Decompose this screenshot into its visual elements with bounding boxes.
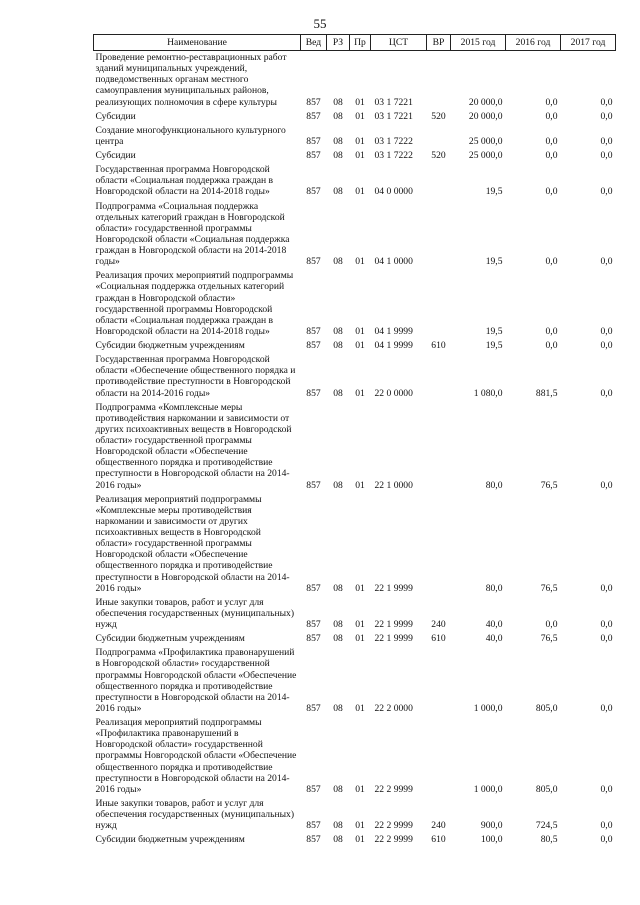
cell-vr xyxy=(427,646,451,716)
cell-pr: 01 xyxy=(355,150,365,161)
cell-2016: 80,5 xyxy=(540,834,558,846)
cell-cst: 03 1 7221 xyxy=(374,96,413,108)
cell-cst: 03 1 7222 xyxy=(374,135,413,147)
header-rz: РЗ xyxy=(327,35,350,51)
cell-2016: 0,0 xyxy=(545,150,558,161)
cell-pr: 01 xyxy=(355,633,365,645)
cell-rz: 08 xyxy=(333,702,343,714)
cell-rz: 08 xyxy=(333,340,343,351)
table-row xyxy=(94,110,616,124)
cell-vr xyxy=(427,51,451,110)
cell-pr: 01 xyxy=(355,702,365,714)
cell-name: Подпрограмма «Социальная поддержка отдельных категорий граждан в Новгородской области» государственной программы Новгородской области «Социальная поддержка граждан в Новгородской области на 2014-2018 годы» xyxy=(95,200,290,268)
table-row xyxy=(94,163,616,199)
cell-2017: 0,0 xyxy=(600,387,613,399)
cell-cst: 22 1 9999 xyxy=(374,619,413,630)
table-row xyxy=(94,51,616,110)
cell-2017: 0,0 xyxy=(600,325,613,337)
cell-pr: 01 xyxy=(355,186,365,198)
cell-2016: 881,5 xyxy=(535,387,558,399)
cell-ved: 857 xyxy=(306,110,321,122)
cell-cst: 03 1 7222 xyxy=(374,150,413,161)
cell-2015: 19,5 xyxy=(485,256,503,268)
cell-2017: 0,0 xyxy=(600,340,613,351)
cell-2015: 20 000,0 xyxy=(468,96,503,108)
cell-name: Субсидии xyxy=(95,110,136,122)
cell-name: Государственная программа Новгородской области «Социальная поддержка граждан в Новгородской области на 2014-2018 годы» xyxy=(95,164,274,198)
cell-name: Проведение ремонтно-реставрационных работ зданий муниципальных учреждений, подведомственных органам местного самоуправления муниципальных районов, реализующих полномочия в сфере культуры xyxy=(95,52,287,108)
cell-cst: 22 2 9999 xyxy=(374,834,413,846)
cell-2016: 0,0 xyxy=(545,325,558,337)
cell-name: Иные закупки товаров, работ и услуг для обеспечения государственных (муниципальных) нужд xyxy=(95,596,295,630)
cell-name: Создание многофункционального культурного центра xyxy=(95,124,286,147)
cell-pr: 01 xyxy=(355,110,365,122)
cell-rz: 08 xyxy=(333,186,343,198)
cell-vr: 520 xyxy=(431,110,446,122)
cell-2015: 25 000,0 xyxy=(468,150,503,161)
cell-name: Подпрограмма «Комплексные меры противодействия наркомании и зависимости от других психоактивных веществ в Новгородской области» государственной программы Новгородской области «Обеспечение общественного порядка и противодействие преступности в Новгородской области на 2014-2016 годы» xyxy=(95,401,292,491)
table-row xyxy=(94,797,616,833)
page-number: 55 xyxy=(313,16,327,31)
cell-2015: 900,0 xyxy=(480,820,503,832)
cell-2017: 0,0 xyxy=(600,256,613,268)
cell-2015: 19,5 xyxy=(485,186,503,198)
cell-ved: 857 xyxy=(306,150,321,161)
cell-pr: 01 xyxy=(355,96,365,108)
header-vr: ВР xyxy=(427,35,451,51)
header-cst: ЦСТ xyxy=(371,35,427,51)
cell-2015: 100,0 xyxy=(480,834,503,846)
cell-rz: 08 xyxy=(333,96,343,108)
cell-2017: 0,0 xyxy=(600,834,613,846)
cell-pr: 01 xyxy=(355,820,365,832)
cell-cst: 22 0 0000 xyxy=(374,387,413,399)
cell-rz: 08 xyxy=(333,479,343,491)
cell-2015: 80,0 xyxy=(485,479,503,491)
cell-2017: 0,0 xyxy=(600,633,613,645)
cell-name: Реализация прочих мероприятий подпрограммы «Социальная поддержка отдельных категорий граждан в Новгородской области» государственной программы Новгородской области «Социальная поддержка граждан в Новгородской области на 2014-2018 годы» xyxy=(95,270,294,337)
budget-table xyxy=(93,34,616,847)
cell-2017: 0,0 xyxy=(600,186,613,198)
cell-cst: 04 1 0000 xyxy=(374,256,413,268)
cell-vr xyxy=(427,163,451,199)
cell-2017: 0,0 xyxy=(600,479,613,491)
table-row xyxy=(94,632,616,646)
cell-vr: 610 xyxy=(431,340,446,351)
table-row xyxy=(94,646,616,716)
cell-cst: 22 2 0000 xyxy=(374,702,413,714)
cell-pr: 01 xyxy=(355,340,365,351)
cell-pr: 01 xyxy=(355,325,365,337)
table-row xyxy=(94,149,616,163)
cell-vr xyxy=(427,124,451,149)
header-2016: 2016 год xyxy=(506,35,561,51)
cell-cst: 22 1 9999 xyxy=(374,582,413,594)
cell-cst: 22 2 9999 xyxy=(374,820,413,832)
cell-vr: 520 xyxy=(431,150,446,161)
cell-ved: 857 xyxy=(306,186,321,198)
cell-rz: 08 xyxy=(333,256,343,268)
cell-vr: 610 xyxy=(431,633,446,645)
cell-2016: 724,5 xyxy=(535,820,558,832)
cell-2015: 19,5 xyxy=(485,340,503,351)
cell-ved: 857 xyxy=(306,325,321,337)
cell-pr: 01 xyxy=(355,479,365,491)
cell-vr: 240 xyxy=(431,619,446,630)
cell-ved: 857 xyxy=(306,820,321,832)
cell-2015: 40,0 xyxy=(485,619,503,630)
cell-2016: 0,0 xyxy=(545,186,558,198)
cell-ved: 857 xyxy=(306,619,321,630)
cell-pr: 01 xyxy=(355,834,365,846)
cell-2015: 80,0 xyxy=(485,582,503,594)
cell-rz: 08 xyxy=(333,633,343,645)
table-header-row xyxy=(94,35,616,51)
cell-cst: 04 1 9999 xyxy=(374,340,413,351)
cell-rz: 08 xyxy=(333,387,343,399)
cell-rz: 08 xyxy=(333,110,343,122)
cell-2017: 0,0 xyxy=(600,582,613,594)
cell-vr xyxy=(427,353,451,401)
cell-cst: 03 1 7221 xyxy=(374,110,413,122)
header-2017: 2017 год xyxy=(561,35,616,51)
cell-ved: 857 xyxy=(306,256,321,268)
cell-pr: 01 xyxy=(355,783,365,795)
header-2015: 2015 год xyxy=(451,35,506,51)
cell-2016: 0,0 xyxy=(545,256,558,268)
cell-vr xyxy=(427,716,451,797)
cell-ved: 857 xyxy=(306,633,321,645)
cell-rz: 08 xyxy=(333,619,343,630)
header-name: Наименование xyxy=(94,35,301,51)
cell-name: Реализация мероприятий подпрограммы «Комплексные меры противодействия наркомании и зависимости от других психоактивных веществ в Новгородской области» государственной программы Новгородской области «Обеспечение общественного порядка и противодействие преступности в Новгородской области на 2014-2016 годы» xyxy=(95,493,290,594)
cell-rz: 08 xyxy=(333,150,343,161)
header-pr: Пр xyxy=(350,35,371,51)
table-row xyxy=(94,200,616,270)
cell-2017: 0,0 xyxy=(600,110,613,122)
cell-ved: 857 xyxy=(306,340,321,351)
cell-rz: 08 xyxy=(333,820,343,832)
table-body xyxy=(94,51,616,848)
cell-2016: 0,0 xyxy=(545,96,558,108)
cell-2017: 0,0 xyxy=(600,820,613,832)
cell-2016: 76,5 xyxy=(540,582,558,594)
cell-vr: 240 xyxy=(431,820,446,832)
cell-2016: 0,0 xyxy=(545,135,558,147)
cell-ved: 857 xyxy=(306,479,321,491)
cell-name: Подпрограмма «Профилактика правонарушений в Новгородской области» государственной программы Новгородской области «Обеспечение общественного порядка и противодействие преступности в Новгородской области на 2014-2016 годы» xyxy=(95,647,297,714)
cell-2015: 25 000,0 xyxy=(468,135,503,147)
cell-cst: 04 1 9999 xyxy=(374,325,413,337)
cell-cst: 22 2 9999 xyxy=(374,783,413,795)
cell-ved: 857 xyxy=(306,783,321,795)
cell-name: Иные закупки товаров, работ и услуг для обеспечения государственных (муниципальных) нужд xyxy=(95,797,295,832)
table-row xyxy=(94,269,616,339)
cell-2015: 19,5 xyxy=(485,325,503,337)
cell-vr xyxy=(427,200,451,270)
cell-pr: 01 xyxy=(355,256,365,268)
cell-vr xyxy=(427,401,451,493)
table-row xyxy=(94,493,616,596)
cell-2016: 0,0 xyxy=(545,110,558,122)
cell-name: Субсидии бюджетным учреждениям xyxy=(95,834,245,846)
cell-name: Субсидии бюджетным учреждениям xyxy=(95,340,245,351)
cell-2016: 805,0 xyxy=(535,702,558,714)
cell-rz: 08 xyxy=(333,325,343,337)
cell-2015: 1 000,0 xyxy=(473,702,503,714)
header-ved: Вед xyxy=(301,35,327,51)
cell-pr: 01 xyxy=(355,387,365,399)
cell-name: Реализация мероприятий подпрограммы «Профилактика правонарушений в Новгородской области» государственной программы Новгородской области «Обеспечение общественного порядка и противодействие преступности в Новгородской области на 2014-2016 годы» xyxy=(95,717,297,795)
cell-2015: 1 000,0 xyxy=(473,783,503,795)
table-row xyxy=(94,353,616,401)
cell-2017: 0,0 xyxy=(600,783,613,795)
cell-2017: 0,0 xyxy=(600,135,613,147)
cell-pr: 01 xyxy=(355,135,365,147)
cell-2017: 0,0 xyxy=(600,150,613,161)
table-row xyxy=(94,401,616,493)
cell-ved: 857 xyxy=(306,834,321,846)
cell-2016: 805,0 xyxy=(535,783,558,795)
cell-vr: 610 xyxy=(431,834,446,846)
cell-2016: 76,5 xyxy=(540,479,558,491)
cell-rz: 08 xyxy=(333,135,343,147)
cell-vr xyxy=(427,269,451,339)
cell-name: Субсидии бюджетным учреждениям xyxy=(95,633,245,645)
cell-cst: 04 0 0000 xyxy=(374,186,413,198)
cell-rz: 08 xyxy=(333,783,343,795)
cell-2015: 20 000,0 xyxy=(468,110,503,122)
table-row xyxy=(94,716,616,797)
table-row xyxy=(94,596,616,632)
cell-pr: 01 xyxy=(355,582,365,594)
cell-vr xyxy=(427,493,451,596)
cell-pr: 01 xyxy=(355,619,365,630)
cell-2015: 40,0 xyxy=(485,633,503,645)
table-row xyxy=(94,833,616,847)
cell-ved: 857 xyxy=(306,702,321,714)
cell-name: Субсидии xyxy=(95,150,136,161)
cell-ved: 857 xyxy=(306,135,321,147)
table-row xyxy=(94,339,616,353)
cell-2015: 1 080,0 xyxy=(473,387,503,399)
cell-2016: 0,0 xyxy=(545,619,558,630)
cell-2016: 76,5 xyxy=(540,633,558,645)
table-row xyxy=(94,124,616,149)
cell-name: Государственная программа Новгородской области «Обеспечение общественного порядка и противодействие преступности в Новгородской области на 2014-2016 годы» xyxy=(95,354,296,399)
cell-2017: 0,0 xyxy=(600,619,613,630)
cell-2017: 0,0 xyxy=(600,96,613,108)
cell-ved: 857 xyxy=(306,582,321,594)
cell-ved: 857 xyxy=(306,387,321,399)
cell-2017: 0,0 xyxy=(600,702,613,714)
cell-2016: 0,0 xyxy=(545,340,558,351)
cell-rz: 08 xyxy=(333,582,343,594)
cell-rz: 08 xyxy=(333,834,343,846)
cell-cst: 22 1 0000 xyxy=(374,479,413,491)
cell-cst: 22 1 9999 xyxy=(374,633,413,645)
cell-ved: 857 xyxy=(306,96,321,108)
